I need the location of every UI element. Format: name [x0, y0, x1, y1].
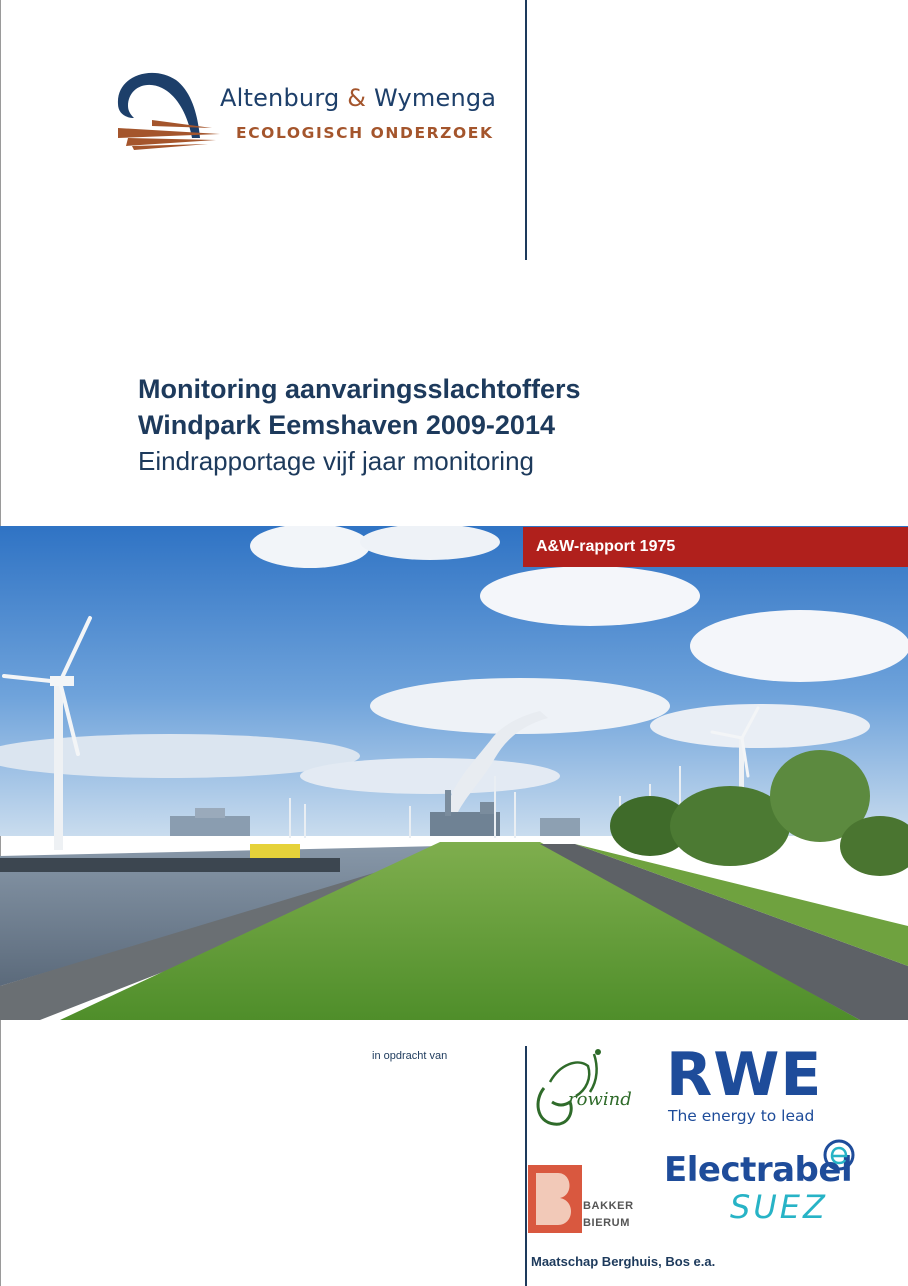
report-title-line-2: Windpark Eemshaven 2009-2014: [138, 410, 555, 440]
commissioned-by-label: in opdracht van: [372, 1050, 448, 1062]
bakker-bierum-logo-icon: [528, 1165, 582, 1233]
rwe-wordmark: RWE: [666, 1040, 823, 1110]
vertical-rule-top: [525, 0, 527, 260]
rwe-tagline: The energy to lead: [668, 1107, 815, 1125]
growind-logo-icon: [530, 1044, 670, 1132]
altenburg-wymenga-logo-icon: [112, 66, 224, 156]
bakker-bierum-name-line-2: BIERUM: [583, 1217, 630, 1229]
report-subtitle: Eindrapportage vijf jaar monitoring: [138, 446, 534, 476]
report-number-badge: A&W-rapport 1975: [523, 527, 908, 567]
vertical-rule-bottom: [525, 1046, 527, 1286]
electrabel-wordmark: Electrabel: [664, 1150, 853, 1190]
growind-wordmark: rowind: [568, 1089, 632, 1110]
maatschap-client-name: Maatschap Berghuis, Bos e.a.: [531, 1254, 716, 1269]
suez-wordmark: SUEZ: [730, 1188, 828, 1226]
logo-subtitle: ECOLOGISCH ONDERZOEK: [236, 124, 494, 142]
electrabel-e-icon: [822, 1138, 856, 1172]
cover-photo-windpark: [0, 526, 908, 1020]
report-title-line-1: Monitoring aanvaringsslachtoffers: [138, 374, 581, 404]
logo-company-name: Altenburg & Wymenga: [220, 84, 497, 112]
bakker-bierum-name-line-1: BAKKER: [583, 1200, 634, 1212]
